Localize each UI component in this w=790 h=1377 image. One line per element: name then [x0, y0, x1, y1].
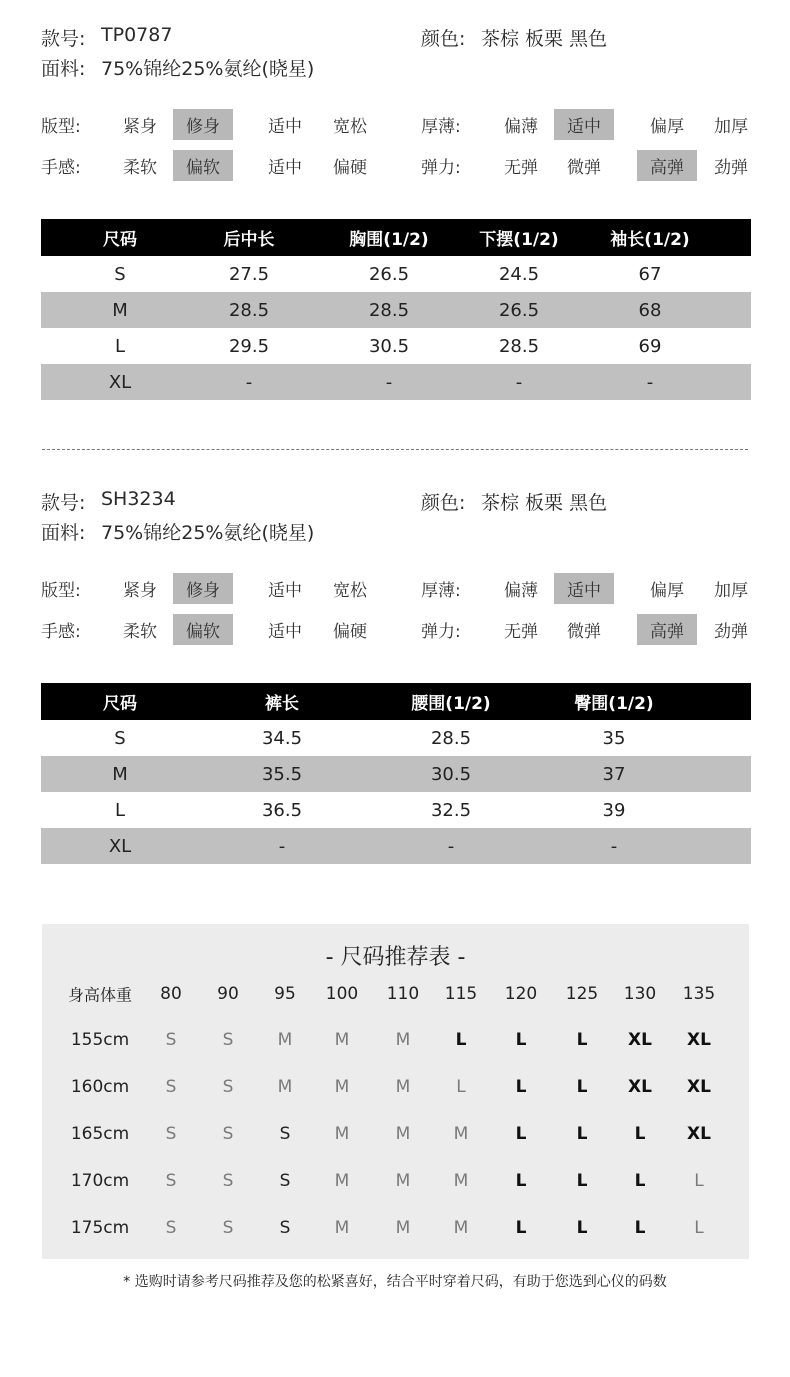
fabric-value: 75%锦纶25%氨纶(晓星): [101, 522, 315, 544]
style-no-label: 款号:: [41, 492, 86, 514]
recommended-size: S: [222, 1171, 234, 1191]
measurement-cell: 68: [638, 299, 662, 321]
feel-label: 手感:: [41, 158, 81, 178]
product1-size-table: [41, 219, 751, 400]
height-label: 175cm: [70, 1218, 130, 1238]
table-header-row: [41, 683, 751, 720]
fit-option: 紧身: [123, 117, 157, 137]
measurement-cell: -: [447, 835, 455, 857]
fit-option: 适中: [268, 117, 302, 137]
recommended-size: M: [277, 1030, 293, 1050]
recommended-size: L: [456, 1077, 466, 1097]
weight-header: 130: [623, 984, 657, 1004]
measurement-cell: -: [646, 371, 654, 393]
footnote: * 选购时请参考尺码推荐及您的松紧喜好，结合平时穿着尺码，有助于您选到心仪的码数: [123, 1274, 667, 1290]
table-header-row: [41, 219, 751, 256]
measurement-cell: 24.5: [498, 263, 540, 285]
recommended-size: L: [515, 1124, 527, 1144]
weight-header: 95: [274, 984, 296, 1004]
recommended-size: L: [515, 1171, 527, 1191]
recommended-size: L: [694, 1171, 704, 1191]
corner-label: 身高体重: [67, 985, 133, 1005]
measurement-cell: 36.5: [261, 799, 303, 821]
size-cell: XL: [108, 835, 132, 857]
recommended-size: L: [455, 1030, 467, 1050]
measurement-cell: -: [385, 371, 393, 393]
stretch-label: 弹力:: [421, 622, 461, 642]
recommended-size: M: [334, 1124, 350, 1144]
thickness-option: 偏薄: [504, 581, 538, 601]
measurement-cell: 34.5: [261, 727, 303, 749]
measurement-cell: 69: [638, 335, 662, 357]
recommended-size: XL: [628, 1077, 652, 1097]
fabric-value: 75%锦纶25%氨纶(晓星): [101, 58, 315, 80]
recommended-size: L: [515, 1218, 527, 1238]
recommendation-title: - 尺码推荐表 -: [325, 945, 466, 970]
header-cell: 腰围(1/2): [411, 694, 491, 714]
weight-header: 125: [565, 984, 599, 1004]
fit-option: 宽松: [333, 581, 367, 601]
measurement-cell: -: [245, 371, 253, 393]
recommended-size: M: [453, 1124, 469, 1144]
feel-option: 适中: [268, 622, 302, 642]
table-row: [41, 292, 751, 328]
fit-label: 版型:: [41, 117, 81, 137]
recommended-size: M: [395, 1124, 411, 1144]
weight-header: 90: [217, 984, 239, 1004]
section-divider: [42, 449, 748, 450]
recommended-size: M: [453, 1171, 469, 1191]
recommended-size: S: [222, 1030, 234, 1050]
color-value: 茶棕 板栗 黑色: [481, 28, 608, 50]
measurement-cell: 39: [602, 799, 626, 821]
measurement-cell: 28.5: [228, 299, 270, 321]
stretch-option: 微弹: [567, 622, 601, 642]
fabric-label: 面料:: [41, 522, 86, 544]
recommended-size: L: [576, 1218, 588, 1238]
feel-option: 柔软: [123, 622, 157, 642]
thickness-option: 偏厚: [650, 581, 684, 601]
size-recommendation-table: [42, 924, 749, 1259]
weight-header: 115: [444, 984, 478, 1004]
recommended-size: M: [334, 1171, 350, 1191]
fit-option: 紧身: [123, 581, 157, 601]
recommended-size: M: [334, 1030, 350, 1050]
recommended-size: S: [165, 1218, 177, 1238]
height-label: 160cm: [70, 1077, 130, 1097]
size-cell: S: [114, 263, 126, 285]
recommended-size: S: [165, 1124, 177, 1144]
fit-option-selected: 修身: [173, 573, 233, 604]
weight-header: 110: [386, 984, 420, 1004]
recommended-size: S: [165, 1077, 177, 1097]
measurement-cell: 37: [602, 763, 626, 785]
recommended-size: M: [334, 1218, 350, 1238]
thickness-label: 厚薄:: [421, 581, 461, 601]
stretch-option-selected: 高弹: [637, 614, 697, 645]
stretch-option-selected: 高弹: [637, 150, 697, 181]
weight-header: 135: [682, 984, 716, 1004]
recommended-size: L: [634, 1218, 646, 1238]
stretch-option: 劲弹: [714, 622, 748, 642]
recommended-size: M: [453, 1218, 469, 1238]
recommended-size: S: [279, 1171, 291, 1191]
recommended-size: L: [515, 1077, 527, 1097]
measurement-cell: 28.5: [368, 299, 410, 321]
recommended-size: S: [279, 1124, 291, 1144]
feel-option-selected: 偏软: [173, 614, 233, 645]
weight-header: 120: [504, 984, 538, 1004]
product2-size-table: [41, 683, 751, 864]
table-row: [41, 364, 751, 400]
header-cell: 尺码: [103, 230, 137, 250]
header-cell: 尺码: [103, 694, 137, 714]
measurement-cell: 30.5: [430, 763, 472, 785]
measurement-cell: 28.5: [430, 727, 472, 749]
style-no-value: SH3234: [101, 488, 176, 510]
stretch-option: 劲弹: [714, 158, 748, 178]
header-cell: 臀围(1/2): [574, 694, 654, 714]
recommended-size: XL: [628, 1030, 652, 1050]
thickness-label: 厚薄:: [421, 117, 461, 137]
stretch-option: 无弹: [504, 622, 538, 642]
measurement-cell: 29.5: [228, 335, 270, 357]
recommended-size: L: [576, 1077, 588, 1097]
measurement-cell: 26.5: [368, 263, 410, 285]
recommended-size: M: [334, 1077, 350, 1097]
header-cell: 下摆(1/2): [479, 230, 559, 250]
recommended-size: S: [222, 1077, 234, 1097]
stretch-option: 微弹: [567, 158, 601, 178]
recommended-size: L: [576, 1124, 588, 1144]
thickness-option-selected: 适中: [554, 109, 614, 140]
recommended-size: M: [395, 1171, 411, 1191]
feel-label: 手感:: [41, 622, 81, 642]
thickness-option: 加厚: [714, 117, 748, 137]
weight-header: 100: [325, 984, 359, 1004]
table-row: [41, 828, 751, 864]
fabric-label: 面料:: [41, 58, 86, 80]
recommended-size: S: [165, 1030, 177, 1050]
measurement-cell: 28.5: [498, 335, 540, 357]
header-cell: 后中长: [223, 230, 275, 250]
recommended-size: L: [694, 1218, 704, 1238]
feel-option: 适中: [268, 158, 302, 178]
recommended-size: M: [395, 1218, 411, 1238]
style-no-label: 款号:: [41, 28, 86, 50]
thickness-option: 偏厚: [650, 117, 684, 137]
height-label: 155cm: [70, 1030, 130, 1050]
size-cell: XL: [108, 371, 132, 393]
thickness-option: 加厚: [714, 581, 748, 601]
recommended-size: M: [277, 1077, 293, 1097]
fit-option: 宽松: [333, 117, 367, 137]
fit-option-selected: 修身: [173, 109, 233, 140]
height-label: 165cm: [70, 1124, 130, 1144]
size-cell: M: [112, 763, 128, 785]
table-row: [41, 792, 751, 828]
recommended-size: L: [515, 1030, 527, 1050]
recommended-size: XL: [687, 1124, 711, 1144]
stretch-label: 弹力:: [421, 158, 461, 178]
measurement-cell: 67: [638, 263, 662, 285]
color-value: 茶棕 板栗 黑色: [481, 492, 608, 514]
measurement-cell: 35.5: [261, 763, 303, 785]
recommended-size: L: [634, 1171, 646, 1191]
measurement-cell: -: [610, 835, 618, 857]
measurement-cell: 35: [602, 727, 626, 749]
measurement-cell: 30.5: [368, 335, 410, 357]
table-row: [41, 756, 751, 792]
recommended-size: XL: [687, 1077, 711, 1097]
recommended-size: XL: [687, 1030, 711, 1050]
feel-option: 偏硬: [333, 158, 367, 178]
color-label: 颜色:: [421, 492, 466, 514]
measurement-cell: 27.5: [228, 263, 270, 285]
size-cell: L: [114, 335, 126, 357]
measurement-cell: -: [278, 835, 286, 857]
weight-header: 80: [160, 984, 182, 1004]
fit-label: 版型:: [41, 581, 81, 601]
measurement-cell: -: [515, 371, 523, 393]
recommended-size: L: [634, 1124, 646, 1144]
feel-option: 柔软: [123, 158, 157, 178]
size-cell: S: [114, 727, 126, 749]
table-row: [41, 720, 751, 756]
feel-option-selected: 偏软: [173, 150, 233, 181]
recommended-size: S: [165, 1171, 177, 1191]
size-cell: M: [112, 299, 128, 321]
thickness-option-selected: 适中: [554, 573, 614, 604]
recommended-size: L: [576, 1030, 588, 1050]
recommended-size: M: [395, 1077, 411, 1097]
measurement-cell: 32.5: [430, 799, 472, 821]
recommended-size: S: [222, 1124, 234, 1144]
recommended-size: S: [279, 1218, 291, 1238]
header-cell: 袖长(1/2): [610, 230, 690, 250]
recommended-size: S: [222, 1218, 234, 1238]
header-cell: 裤长: [265, 694, 299, 714]
thickness-option: 偏薄: [504, 117, 538, 137]
header-cell: 胸围(1/2): [349, 230, 429, 250]
color-label: 颜色:: [421, 28, 466, 50]
fit-option: 适中: [268, 581, 302, 601]
size-cell: L: [114, 799, 126, 821]
feel-option: 偏硬: [333, 622, 367, 642]
table-row: [41, 328, 751, 364]
table-row: [41, 256, 751, 292]
style-no-value: TP0787: [101, 24, 173, 46]
stretch-option: 无弹: [504, 158, 538, 178]
recommended-size: M: [395, 1030, 411, 1050]
height-label: 170cm: [70, 1171, 130, 1191]
recommended-size: L: [576, 1171, 588, 1191]
measurement-cell: 26.5: [498, 299, 540, 321]
